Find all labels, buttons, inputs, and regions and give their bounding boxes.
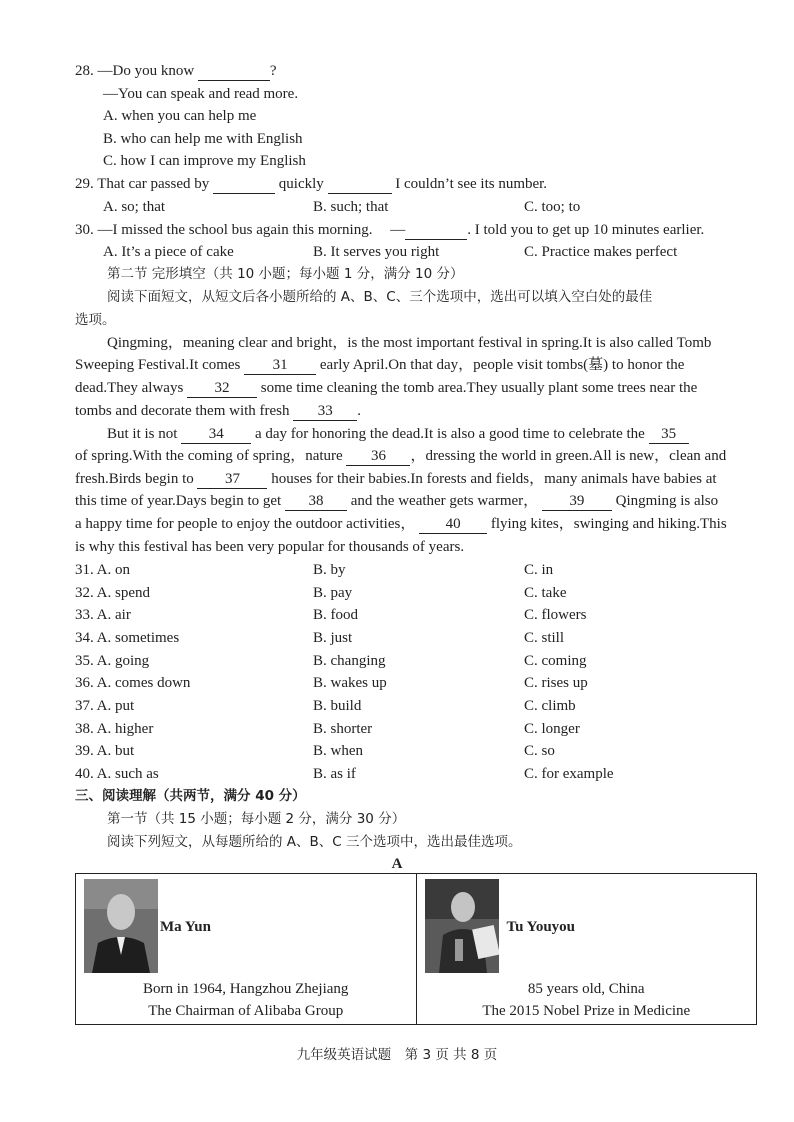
passage-text: Qingming is also [615, 493, 719, 509]
section2-instruction: 阅读下面短文，从短文后各小题所给的 A、B、C、三个选项中，选出可以填入空白处的最佳 [107, 289, 653, 305]
q36-option-c: C. rises up [524, 675, 588, 691]
q32-option-a: 32. A. spend [75, 585, 150, 601]
q35-option-c: C. coming [524, 653, 587, 669]
blank-35: 35 [649, 425, 689, 444]
q29-part2: quickly [278, 176, 324, 192]
q36-option-a: 36. A. comes down [75, 675, 191, 691]
passage-line-10: is why this festival has been very popular for thousands of years. [75, 539, 465, 555]
q30-stem [75, 221, 704, 240]
q40-option-c: C. for example [524, 766, 614, 782]
q39-option-b: B. when [313, 743, 363, 759]
q38-option-c: C. longer [524, 721, 580, 737]
q30-option-a: A. It’s a piece of cake [103, 244, 234, 260]
q35-option-a: 35. A. going [75, 653, 150, 669]
passage-text: and the weather gets warmer， [350, 493, 539, 509]
q29-blank2 [328, 175, 392, 194]
section2-header: 第二节 完形填空（共 10 小题；每小题 1 分，满分 10 分） [107, 266, 464, 282]
passage-line-5 [107, 425, 689, 444]
blank-38: 38 [285, 492, 347, 511]
q33-option-b: B. food [313, 607, 358, 623]
passage-text: of spring.With the coming of spring，nature [75, 448, 343, 464]
passage-text: a day for honoring the dead.It is also a good time to celebrate the [254, 426, 645, 442]
q30-option-b: B. It serves you right [313, 244, 440, 260]
q33-option-c: C. flowers [524, 607, 587, 623]
q38-option-b: B. shorter [313, 721, 373, 737]
person-title: The 2015 Nobel Prize in Medicine [482, 1003, 691, 1019]
q29-stem [75, 175, 547, 194]
q32-option-c: C. take [524, 585, 567, 601]
q37-option-c: C. climb [524, 698, 576, 714]
q29-option-c: C. too; to [524, 199, 581, 215]
blank-37: 37 [197, 470, 267, 489]
q28-option-a: A. when you can help me [103, 108, 257, 124]
q29-option-a: A. so; that [103, 199, 166, 215]
passage-line-2 [75, 356, 684, 375]
person-name: Tu Youyou [506, 919, 576, 935]
blank-31: 31 [244, 356, 316, 375]
passage-text: tombs and decorate them with fresh [75, 403, 290, 419]
q29-part1: 29. That car passed by [75, 176, 210, 192]
person-card [76, 874, 417, 1025]
q31-option-b: B. by [313, 562, 346, 578]
q37-option-a: 37. A. put [75, 698, 135, 714]
passage-text: Sweeping Festival.It comes [75, 357, 241, 373]
q34-option-b: B. just [313, 630, 353, 646]
passage-line-1: Qingming，meaning clear and bright，is the most important festival in spring.It is also called Tomb [107, 335, 712, 351]
q29-blank1 [213, 175, 275, 194]
person-photo [425, 879, 499, 973]
q33-option-a: 33. A. air [75, 607, 131, 623]
passage-line-6 [75, 447, 726, 466]
q31-option-a: 31. A. on [75, 562, 131, 578]
q28-option-b: B. who can help me with English [103, 131, 303, 147]
part3-instruction: 阅读下列短文，从每题所给的 A、B、C 三个选项中，选出最佳选项。 [107, 834, 522, 850]
passage-text: early April.On that day，people visit tombs(墓) to honor the [319, 357, 685, 373]
part3-subheader: 第一节（共 15 小题；每小题 2 分，满分 30 分） [107, 811, 406, 827]
passage-text: a happy time for people to enjoy the outdoor activities， [75, 516, 416, 532]
passage-text: flying kites，swinging and hiking.This [490, 516, 727, 532]
passage-line-3 [75, 379, 697, 398]
q30-part3: . I told you to get up 10 minutes earlier. [467, 222, 705, 238]
person-info: 85 years old, China [527, 981, 645, 997]
passage-line-8 [75, 492, 718, 511]
passage-text: . [357, 403, 362, 419]
q38-option-a: 38. A. higher [75, 721, 154, 737]
person-name: Ma Yun [160, 919, 211, 935]
page-footer: 九年级英语试题 第 3 页 共 8 页 [296, 1047, 498, 1063]
blank-40: 40 [419, 515, 487, 534]
passage-text: houses for their babies.In forests and fields，many animals have babies at [271, 471, 717, 487]
q34-option-c: C. still [524, 630, 565, 646]
blank-32: 32 [187, 379, 257, 398]
q28-stem [75, 62, 277, 81]
passage-line-9 [75, 515, 727, 534]
q40-option-b: B. as if [313, 766, 356, 782]
passage-label: A [391, 856, 403, 872]
passage-text: But it is not [107, 426, 178, 442]
q30-blank [405, 221, 467, 240]
blank-33: 33 [293, 402, 357, 421]
q28-stem-text: 28. —Do you know [75, 63, 195, 79]
q39-option-c: C. so [524, 743, 555, 759]
q37-option-b: B. build [313, 698, 362, 714]
passage-line-7 [75, 470, 717, 489]
q28-blank [198, 62, 270, 81]
passage-line-4 [75, 402, 361, 421]
q28-reply: —You can speak and read more. [103, 86, 299, 102]
blank-34: 34 [181, 425, 251, 444]
person-title: The Chairman of Alibaba Group [148, 1003, 344, 1019]
person-photo [84, 879, 158, 973]
q29-part3: I couldn’t see its number. [395, 176, 548, 192]
people-table [75, 873, 757, 1025]
passage-text: this time of year.Days begin to get [75, 493, 282, 509]
section2-instruction-cont: 选项。 [75, 312, 116, 328]
q28-stem-end: ? [269, 63, 277, 79]
part3-header: 三、阅读理解（共两节，满分 40 分） [75, 788, 306, 804]
q30-option-c: C. Practice makes perfect [524, 244, 678, 260]
passage-text: fresh.Birds begin to [75, 471, 194, 487]
passage-text: dead.They always [75, 380, 184, 396]
q39-option-a: 39. A. but [75, 743, 135, 759]
q29-option-b: B. such; that [313, 199, 389, 215]
q34-option-a: 34. A. sometimes [75, 630, 180, 646]
q35-option-b: B. changing [313, 653, 386, 669]
passage-text: some time cleaning the tomb area.They usually plant some trees near the [260, 380, 698, 396]
passage-text: ，dressing the world in green.All is new，clean and [410, 448, 727, 464]
person-card [416, 874, 757, 1025]
blank-36: 36 [346, 447, 410, 466]
person-info: Born in 1964, Hangzhou Zhejiang [143, 981, 349, 997]
q30-part2: — [390, 222, 406, 238]
q36-option-b: B. wakes up [313, 675, 387, 691]
person-silhouette-icon [84, 879, 158, 973]
person-silhouette-icon [425, 879, 499, 973]
q30-part1: 30. —I missed the school bus again this morning. [75, 222, 373, 238]
q31-option-c: C. in [524, 562, 554, 578]
q40-option-a: 40. A. such as [75, 766, 159, 782]
q28-option-c: C. how I can improve my English [103, 153, 306, 169]
blank-39: 39 [542, 492, 612, 511]
q32-option-b: B. pay [313, 585, 353, 601]
